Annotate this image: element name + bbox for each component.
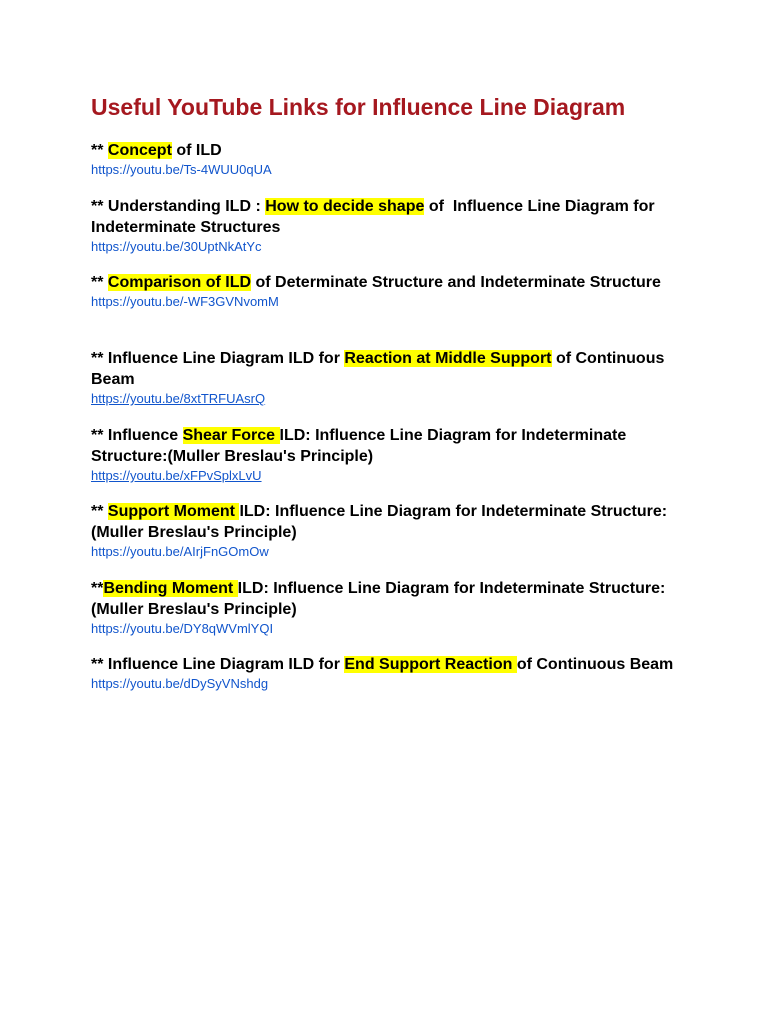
entry-heading [91, 140, 691, 161]
heading-prefix: ** Influence Line Diagram ILD for [91, 350, 345, 367]
heading-prefix: ** Influence [91, 427, 183, 444]
highlighted-phrase: Reaction at Middle Support [344, 350, 552, 367]
link-entry-end-support [91, 654, 691, 692]
link-entry-concept [91, 140, 691, 178]
heading-prefix: ** [91, 142, 108, 159]
link-entry-middle-support [91, 348, 691, 407]
heading-suffix: ILD: Influence Line Diagram for Indeterminate Structure:(Muller Breslau's Principle) [91, 427, 631, 465]
heading-suffix: ILD: Influence Line Diagram for Indeterminate Structure:(Muller Breslau's Principle) [91, 503, 668, 541]
heading-suffix: of Determinate Structure and Indeterminate Structure [251, 274, 661, 291]
highlighted-phrase: How to decide shape [265, 198, 425, 215]
heading-suffix: ILD: Influence Line Diagram for Indeterminate Structure:(Muller Breslau's Principle) [91, 580, 666, 618]
heading-prefix: ** Understanding ILD : [91, 198, 266, 215]
highlighted-phrase: Support Moment [107, 503, 240, 520]
youtube-link[interactable]: https://youtu.be/AIrjFnGOmOw [91, 544, 269, 559]
heading-prefix: ** [91, 274, 108, 291]
highlighted-phrase: End Support Reaction [344, 656, 517, 673]
heading-prefix: ** Influence Line Diagram ILD for [91, 656, 345, 673]
link-entry-bending-moment [91, 578, 691, 637]
entry-heading [91, 196, 691, 238]
highlighted-phrase: Bending Moment [103, 580, 238, 597]
link-entry-shear-force [91, 425, 691, 484]
youtube-link[interactable]: https://youtu.be/dDySyVNshdg [91, 676, 269, 691]
entry-heading [91, 501, 691, 543]
entry-heading [91, 425, 691, 467]
highlighted-phrase: Concept [107, 142, 172, 159]
heading-suffix: of ILD [171, 142, 222, 159]
youtube-link[interactable]: https://youtu.be/Ts-4WUU0qUA [91, 162, 272, 177]
heading-suffix: of Influence Line Diagram for Indeterminate Structures [91, 198, 660, 236]
entry-heading [91, 272, 691, 293]
heading-prefix: ** [91, 580, 104, 597]
youtube-link[interactable]: https://youtu.be/xFPvSplxLvU [91, 468, 262, 483]
heading-prefix: ** [91, 503, 108, 520]
link-entry-decide-shape [91, 196, 691, 255]
link-entry-comparison [91, 272, 691, 310]
entry-heading [91, 654, 691, 675]
heading-suffix: of Continuous Beam [91, 350, 669, 388]
entry-heading [91, 348, 691, 390]
heading-suffix: of Continuous Beam [516, 656, 674, 673]
document-title: Useful YouTube Links for Influence Line Diagram [91, 94, 626, 120]
highlighted-phrase: Shear Force [182, 427, 280, 444]
youtube-link[interactable]: https://youtu.be/DY8qWVmlYQI [91, 621, 274, 636]
youtube-link[interactable]: https://youtu.be/-WF3GVNvomM [91, 294, 279, 309]
link-entry-support-moment [91, 501, 691, 560]
youtube-link[interactable]: https://youtu.be/30UptNkAtYc [91, 239, 262, 254]
entry-heading [91, 578, 691, 620]
youtube-link[interactable]: https://youtu.be/8xtTRFUAsrQ [91, 391, 266, 406]
highlighted-phrase: Comparison of ILD [107, 274, 252, 291]
